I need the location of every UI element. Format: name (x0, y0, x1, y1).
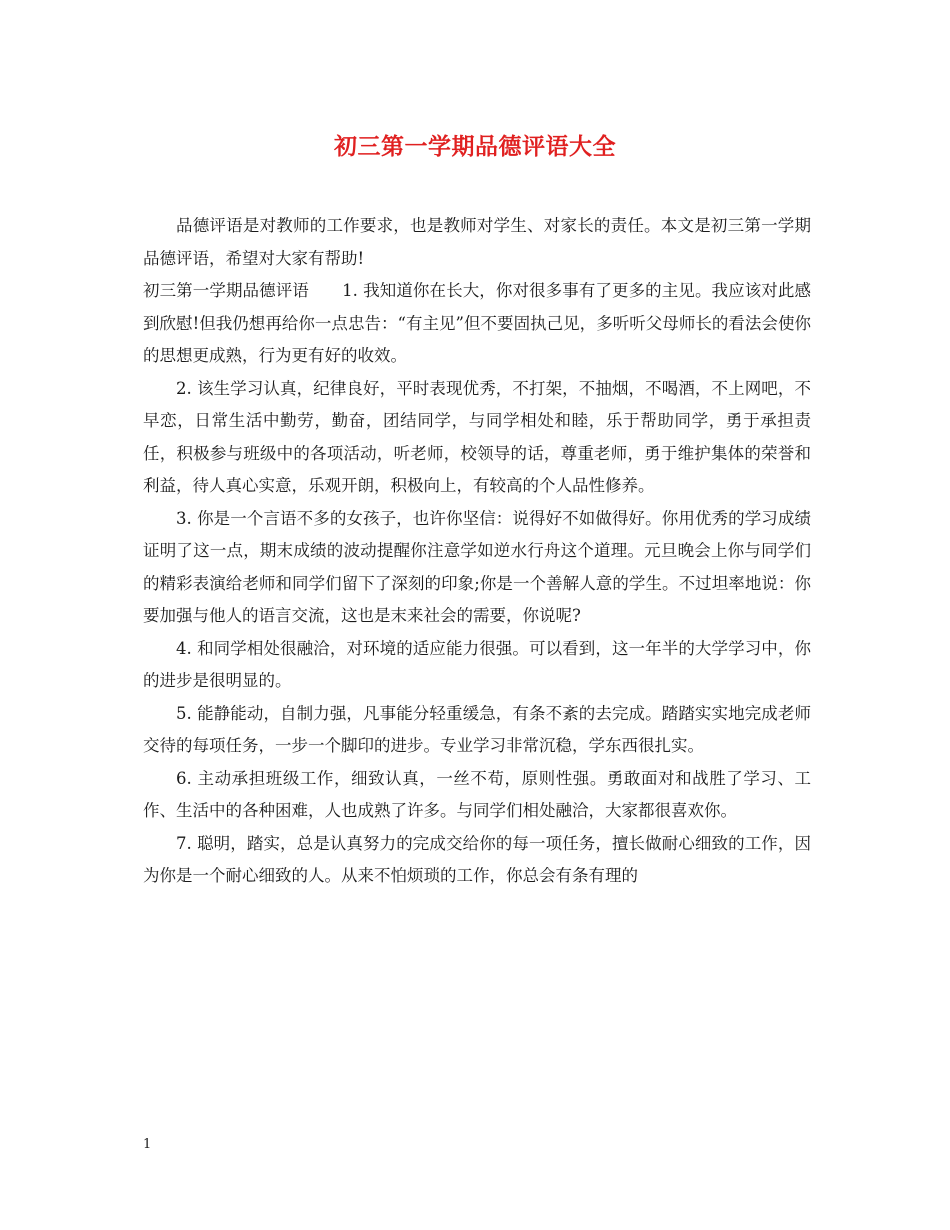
document-title: 初三第一学期品德评语大全 (334, 133, 616, 160)
intro-paragraph: 品德评语是对教师的工作要求，也是教师对学生、对家长的责任。本文是初三第一学期品德评语，希望对大家有帮助! (143, 216, 811, 268)
comment-paragraph-1: 初三第一学期品德评语 1. 我知道你在长大，你对很多事有了更多的主见。我应该对此感到欣慰!但我仍想再给你一点忠告：“有主见”但不要固执己见，多听听父母师长的看法会使你的思想更成熟，行为更有好的收效。 (143, 281, 811, 365)
comment-paragraph-6: 6. 主动承担班级工作，细致认真，一丝不苟，原则性强。勇敢面对和战胜了学习、工作、生活中的各种困难，人也成熟了许多。与同学们相处融洽，大家都很喜欢你。 (143, 768, 811, 820)
page-number: 1 (143, 1137, 152, 1152)
comment-paragraph-4: 4. 和同学相处很融洽，对环境的适应能力很强。可以看到，这一年半的大学学习中，你的进步是很明显的。 (143, 638, 811, 690)
comment-paragraph-3: 3. 你是一个言语不多的女孩子，也许你坚信：说得好不如做得好。你用优秀的学习成绩证明了这一点，期末成绩的波动提醒你注意学如逆水行舟这个道理。元旦晚会上你与同学们的精彩表演给老师和同学们留下了深刻的印象;你是一个善解人意的学生。不过坦率地说：你要加强与他人的语言交流，这也是末来社会的需要，你说呢? (143, 508, 811, 625)
comment-paragraph-2: 2. 该生学习认真，纪律良好，平时表现优秀，不打架，不抽烟，不喝酒，不上网吧，不早恋，日常生活中勤劳，勤奋，团结同学，与同学相处和睦，乐于帮助同学，勇于承担责任，积极参与班级中的各项活动，听老师，校领导的话，尊重老师，勇于维护集体的荣誉和利益，待人真心实意，乐观开朗，积极向上，有较高的个人品性修养。 (143, 378, 811, 495)
document-body (143, 210, 811, 893)
comment-paragraph-7: 7. 聪明，踏实，总是认真努力的完成交给你的每一项任务，擅长做耐心细致的工作，因为你是一个耐心细致的人。从来不怕烦琐的工作，你总会有条有理的 (143, 833, 811, 885)
comment-paragraph-5: 5. 能静能动，自制力强，凡事能分轻重缓急，有条不紊的去完成。踏踏实实地完成老师交待的每项任务，一步一个脚印的进步。专业学习非常沉稳，学东西很扎实。 (143, 703, 811, 755)
